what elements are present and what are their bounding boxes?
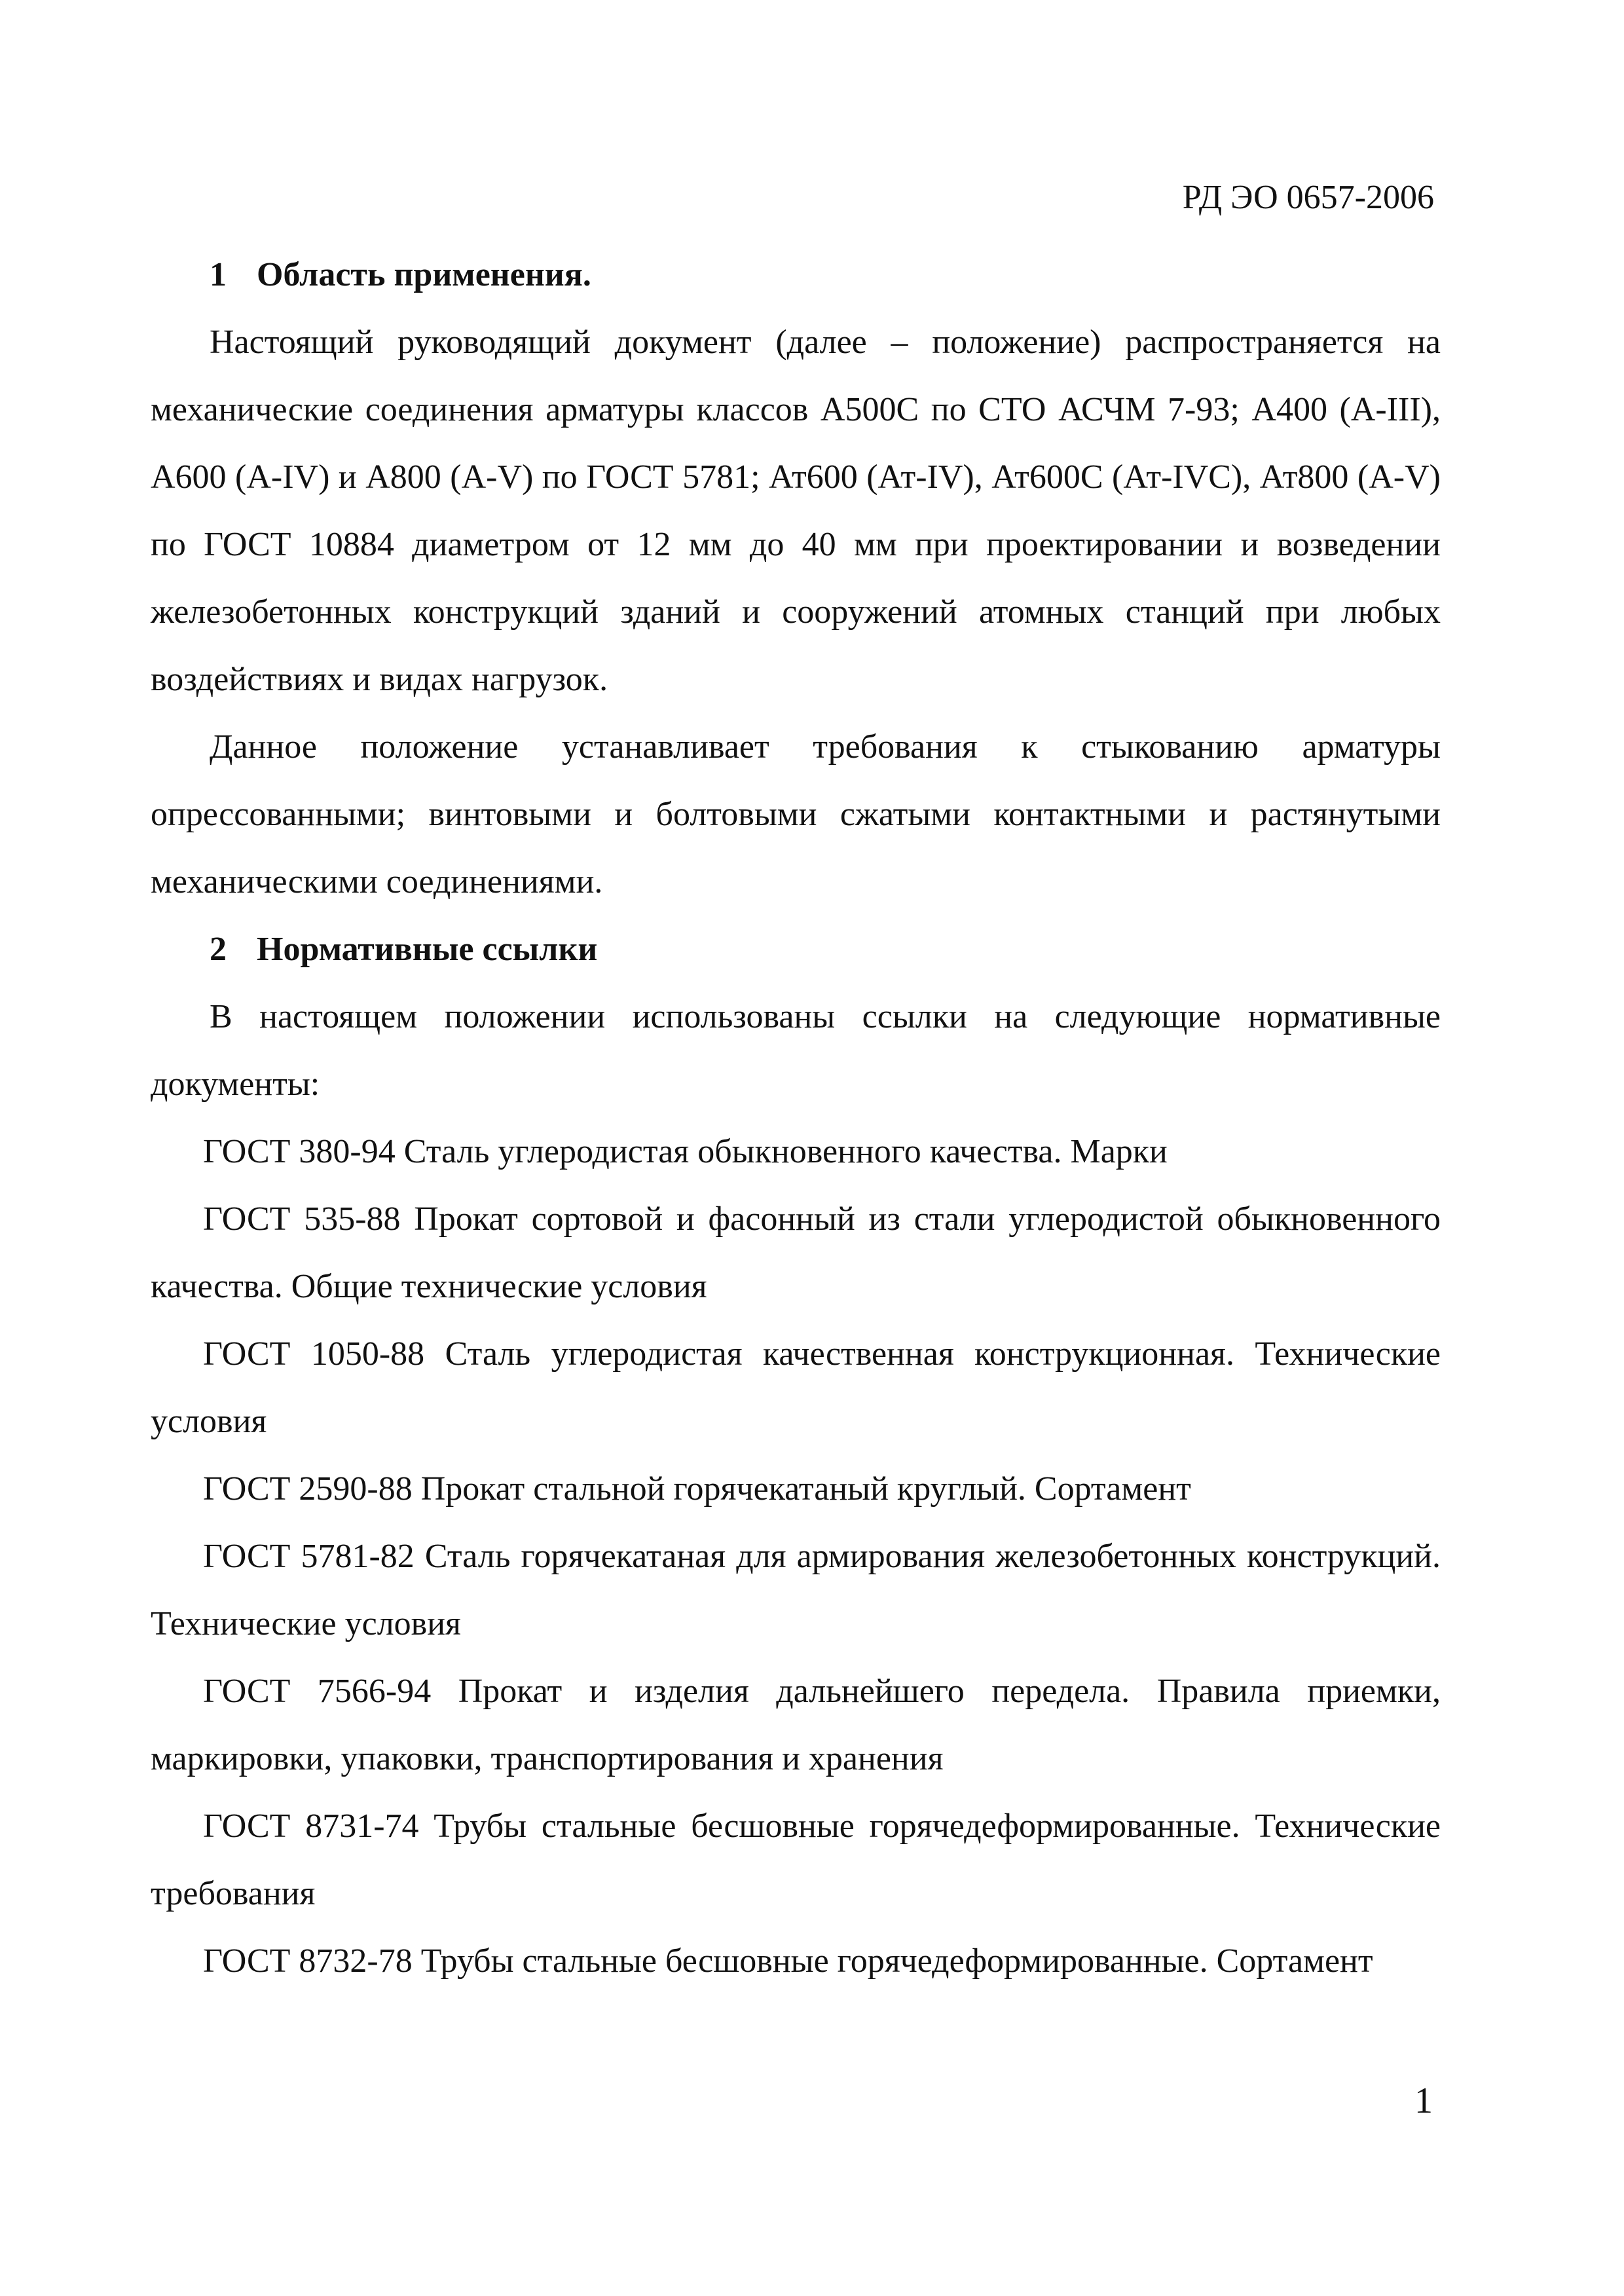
section-1-heading — [151, 241, 1441, 308]
reference-item: ГОСТ 1050-88 Сталь углеродистая качественная конструкционная. Технические условия — [151, 1335, 1441, 1440]
section-1-number: 1 — [210, 256, 227, 293]
reference-item: ГОСТ 7566-94 Прокат и изделия дальнейшего передела. Правила приемки, маркировки, упаковки, транспортирования и хранения — [151, 1673, 1441, 1777]
reference-item: ГОСТ 5781-82 Сталь горячекатаная для армирования железобетонных конструкций. Технические условия — [151, 1538, 1441, 1642]
section-2-title: Нормативные ссылки — [257, 931, 598, 968]
section-2-number: 2 — [210, 931, 227, 968]
document-code: РД ЭО 0657-2006 — [1182, 179, 1434, 216]
reference-item: ГОСТ 2590-88 Прокат стальной горячекатаный круглый. Сортамент — [203, 1470, 1191, 1508]
page-number: 1 — [1414, 2081, 1433, 2121]
page-content — [151, 241, 1441, 1995]
reference-item: ГОСТ 380-94 Сталь углеродистая обыкновенного качества. Марки — [203, 1133, 1168, 1170]
reference-item: ГОСТ 535-88 Прокат сортовой и фасонный из стали углеродистой обыкновенного качества. Общие технические условия — [151, 1200, 1441, 1305]
reference-item: ГОСТ 8731-74 Трубы стальные бесшовные горячедеформированные. Технические требования — [151, 1807, 1441, 1912]
section-1-paragraph-2: Данное положение устанавливает требования к стыкованию арматуры опрессованными; винтовыми и болтовыми сжатыми контактными и растянутыми механическими соединениями. — [151, 728, 1441, 900]
section-2-heading — [151, 916, 1441, 983]
section-1-title: Область применения. — [257, 256, 591, 293]
reference-item: ГОСТ 8732-78 Трубы стальные бесшовные горячедеформированные. Сортамент — [203, 1942, 1373, 1980]
section-1-paragraph-1: Настоящий руководящий документ (далее – положение) распространяется на механические соединения арматуры классов А500С по СТО АСЧМ 7-93; А400 (А-III), А600 (А-IV) и А800 (А-V) по ГОСТ 5781; Ат600 (Ат-IV), Ат600С (Ат-IVС), Ат800 (А-V) по ГОСТ 10884 диаметром от 12 мм до 40 мм при проектировании и возведении железобетонных конструкций зданий и сооружений атомных станций при любых воздействиях и видах нагрузок. — [151, 324, 1441, 698]
section-2-intro: В настоящем положении использованы ссылки на следующие нормативные документы: — [151, 998, 1441, 1103]
